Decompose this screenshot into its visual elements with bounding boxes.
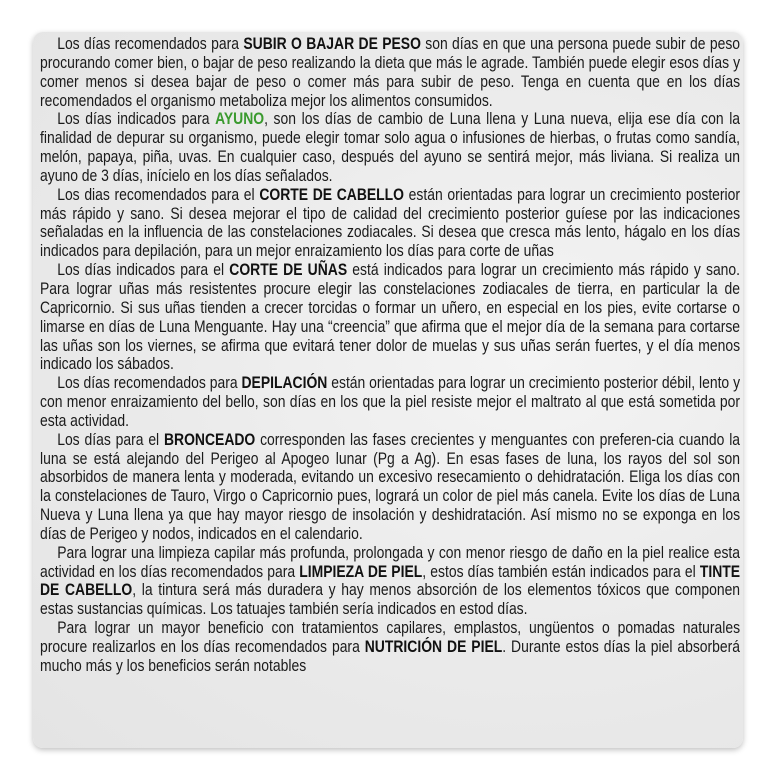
text: son días en que una persona puede subir de peso procurando comer bien, o bajar de peso realizando la dieta que más le agrade. También puede elegir esos días y comer menos si desea bajar de peso o comer más para subir de peso. Tenga en cuenta que en los días recomendados el organismo metaboliza mejor los alimentos consumidos.: [40, 35, 741, 110]
text: . Durante estos días la piel absorberá mucho más y los beneficios serán notables: [40, 638, 741, 675]
keyword-limpieza-piel: LIMPIEZA DE PIEL: [299, 562, 423, 581]
paragraph-ayuno: [40, 110, 740, 185]
text: Los dias recomendados para el: [57, 185, 260, 204]
text: Los días indicados para el: [57, 261, 230, 280]
keyword-tinte-cabello: TINTE DE CABELLO: [40, 562, 741, 600]
text: Los días para el: [57, 430, 164, 449]
text: , son los días de cambio de Luna llena y Luna nueva, elija ese día con la finalidad de depurar su organismo, puede elegir tomar solo agua o infusiones de hierbas, o frutas como sandía, melón, papaya, piña, uvas. En cualquier caso, después del ayuno se sentirá mejor, más liviana. Si realiza un ayuno de 3 días, inícielo en los días señalados.: [40, 110, 741, 185]
text: están orientadas para lograr un crecimiento posterior débil, lento y con menor enraizamiento del bello, son días en los que la piel resiste mejor el maltrato al que está sometida por esta actividad.: [40, 374, 741, 430]
keyword-bronceado: BRONCEADO: [163, 430, 256, 449]
document-body: [40, 35, 740, 676]
text: Para lograr una limpieza capilar más profunda, prolongada y con menor riesgo de daño en la piel realice esta actividad en los días recomendados para: [40, 543, 741, 581]
text: Para lograr un mayor beneficio con tratamientos capilares, emplastos, ungüentos o pomadas naturales procure realizarlos en los días recomendados para: [40, 619, 741, 656]
text: , la tintura será más duradera y hay menos absorción de los elementos tóxicos que componen estas sustancias químicas. Los tatuajes también sería indicados en estod días.: [40, 581, 741, 619]
text: Los días indicados para: [57, 110, 216, 129]
paragraph-limpieza: [40, 544, 740, 619]
text: Los días recomendados para: [57, 374, 242, 393]
text: , estos días también están indicados para el: [422, 562, 700, 581]
paragraph-peso: [40, 35, 740, 110]
paragraph-nutricion: [40, 619, 740, 676]
keyword-depilacion: DEPILACIÓN: [241, 374, 328, 393]
paragraph-corte-unas: [40, 261, 740, 374]
keyword-subir-bajar-peso: SUBIR O BAJAR DE PESO: [243, 35, 421, 53]
keyword-ayuno: AYUNO: [215, 110, 265, 129]
text: Los días recomendados para: [57, 35, 244, 53]
text: están orientadas para lograr un crecimiento posterior más rápido y sano. Si desea mejorar el tipo de calidad del crecimiento posterior guíese por las indicaciones señaladas en la influencia de las constelaciones zodiacales. Si desea que cresca más lento, hágalo en los días indicados para depilación, para un mejor enraizamiento los días para corte de uñas: [40, 185, 741, 261]
keyword-corte-cabello: CORTE DE CABELLO: [259, 185, 405, 204]
paragraph-corte-cabello: [40, 186, 740, 261]
keyword-nutricion-piel: NUTRICIÓN DE PIEL: [364, 638, 503, 656]
keyword-corte-unas: CORTE DE UÑAS: [229, 261, 348, 280]
text: está indicados para lograr un crecimiento más rápido y sano. Para lograr uñas más resistentes procure elegir las constelaciones zodiacales de tierra, en particular la de Capricornio. Si sus uñas tienden a crecer torcidas o formar un uñero, en especial en los pies, evite cortarse o limarse en días de Luna Menguante. Hay una “creencia” que afirma que el mejor día de la semana para cortarse las uñas son los viernes, se afirma que evitará tener dolor de muelas y sus uñas serán fuertes, y el día menos indicado los sábados.: [40, 261, 741, 374]
text: corresponden las fases crecientes y menguantes con preferen-cia cuando la luna se está alejando del Perigeo al Apogeo lunar (Pg a Ag). En esas fases de luna, los rayos del sol son absorbidos de manera lenta y moderada, evitando un excesivo resecamiento o dehidratación. Eliga los días con la constelaciones de Tauro, Virgo o Capricornio pues, logrará un color de piel más canela. Evite los días de Luna Nueva y Luna llena ya que hay mayor riesgo de insolación y deshidratación. Así mismo no se exponga en los días de Perigeo y nodos, indicados en el calendario.: [40, 430, 741, 543]
paragraph-bronceado: [40, 431, 740, 544]
paragraph-depilacion: [40, 374, 740, 431]
